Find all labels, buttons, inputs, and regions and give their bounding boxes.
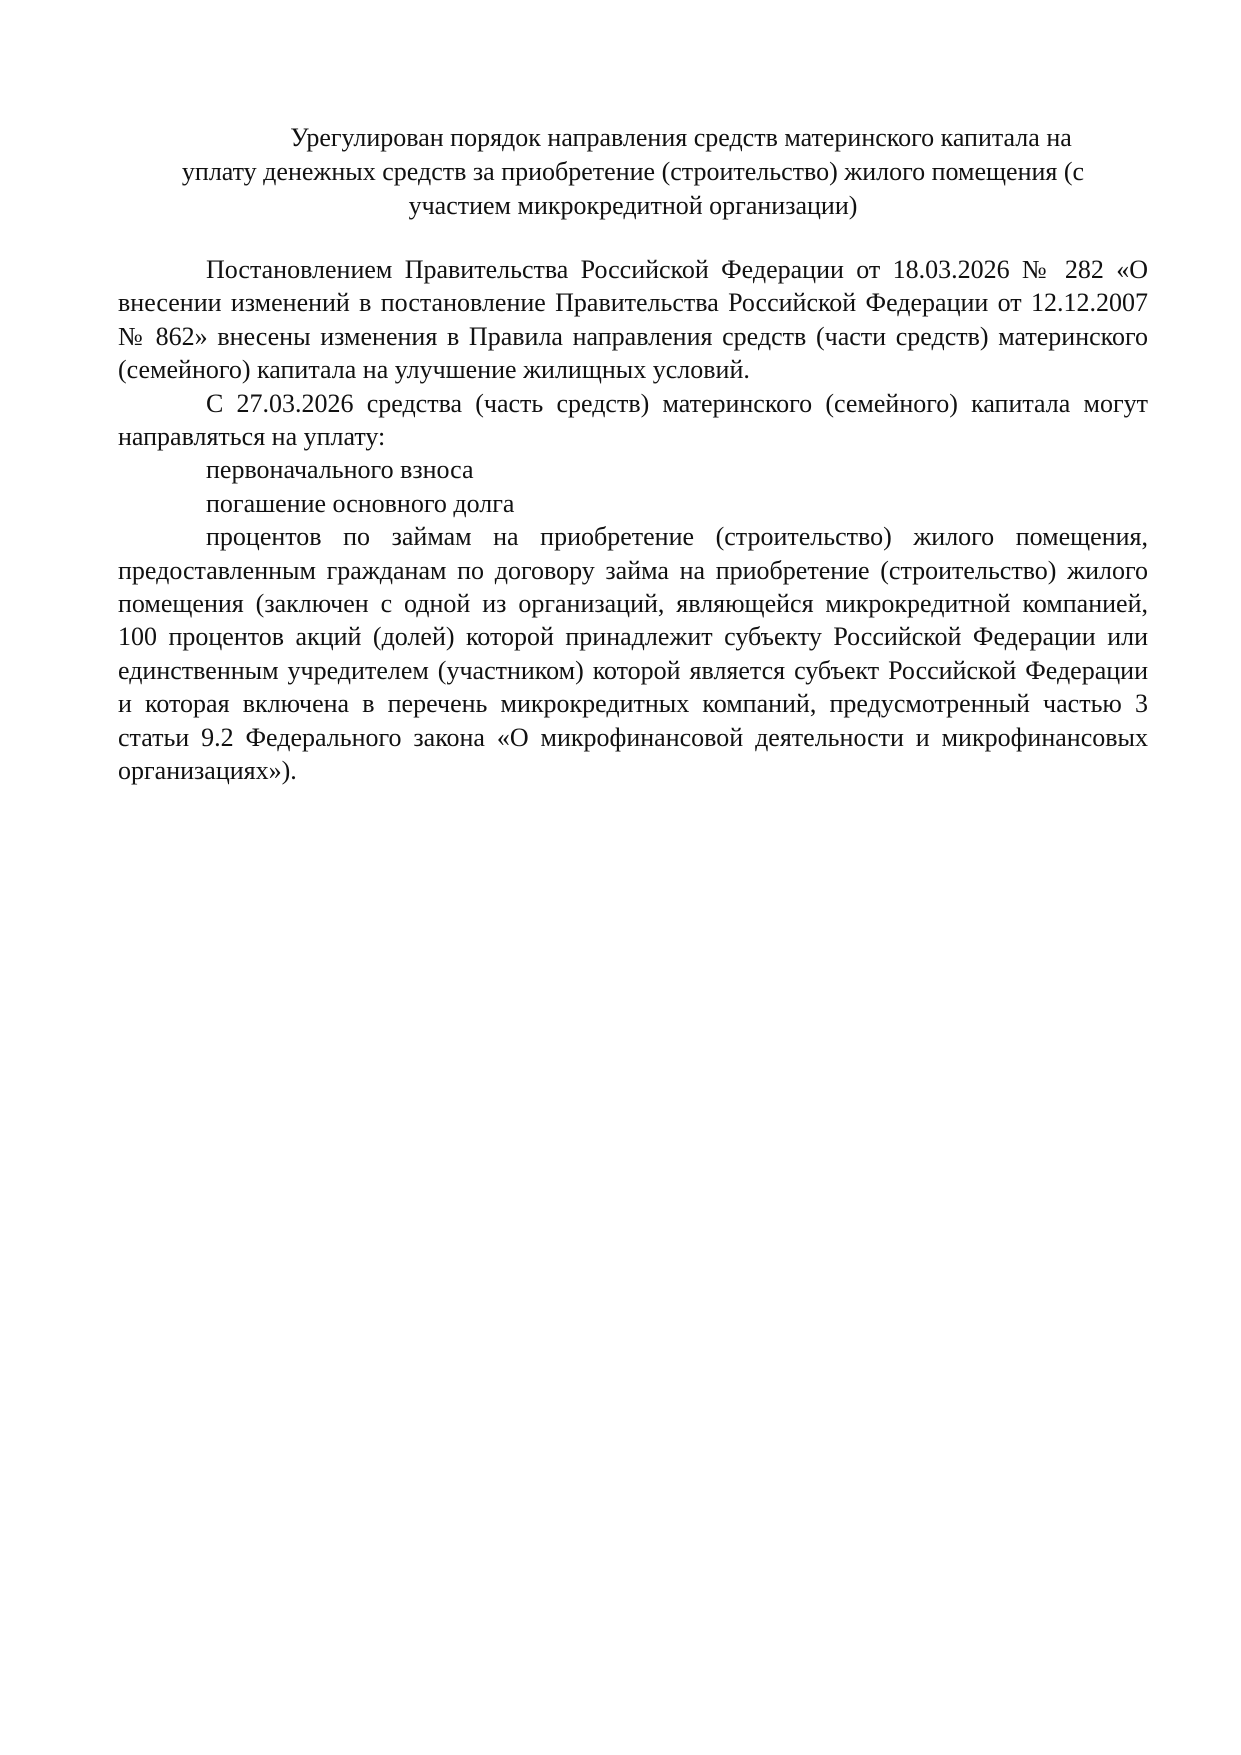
title-line-2: уплату денежных средств за приобретение (строительство) жилого помещения (с	[181, 157, 1085, 186]
document-body	[118, 253, 1148, 788]
list-item-principal-repayment: погашение основного долга	[206, 488, 515, 518]
document-title	[118, 121, 1148, 223]
list-item-initial-payment: первоначального взноса	[206, 455, 474, 485]
paragraph-resolution: Постановлением Правительства Российской Федерации от 18.03.2026 № 282 «О внесении изменений в постановление Правительства Российской Федерации от 12.12.2007 № 862» внесены изменения в Правила направления средств (части средств) материнского (семейного) капитала на улучшение жилищных условий.	[118, 255, 1148, 385]
paragraph-funds-direction: С 27.03.2026 средства (часть средств) материнского (семейного) капитала могут направляться на уплату:	[118, 388, 1148, 452]
paragraph-loan-interest: процентов по займам на приобретение (строительство) жилого помещения, предоставленным гражданам по договору займа на приобретение (строительство) жилого помещения (заключен с одной из организаций, являющейся микрокредитной компанией, 100 процентов акций (долей) которой принадлежит субъекту Российской Федерации или единственным учредителем (участником) которой является субъект Российской Федерации и которая включена в перечень микрокредитных компаний, предусмотренный частью 3 статьи 9.2 Федерального закона «О микрофинансовой деятельности и микрофинансовых организациях»).	[118, 522, 1148, 786]
title-line-1: Урегулирован порядок направления средств материнского капитала на	[290, 123, 1072, 152]
title-line-3: участием микрокредитной организации)	[408, 191, 858, 220]
